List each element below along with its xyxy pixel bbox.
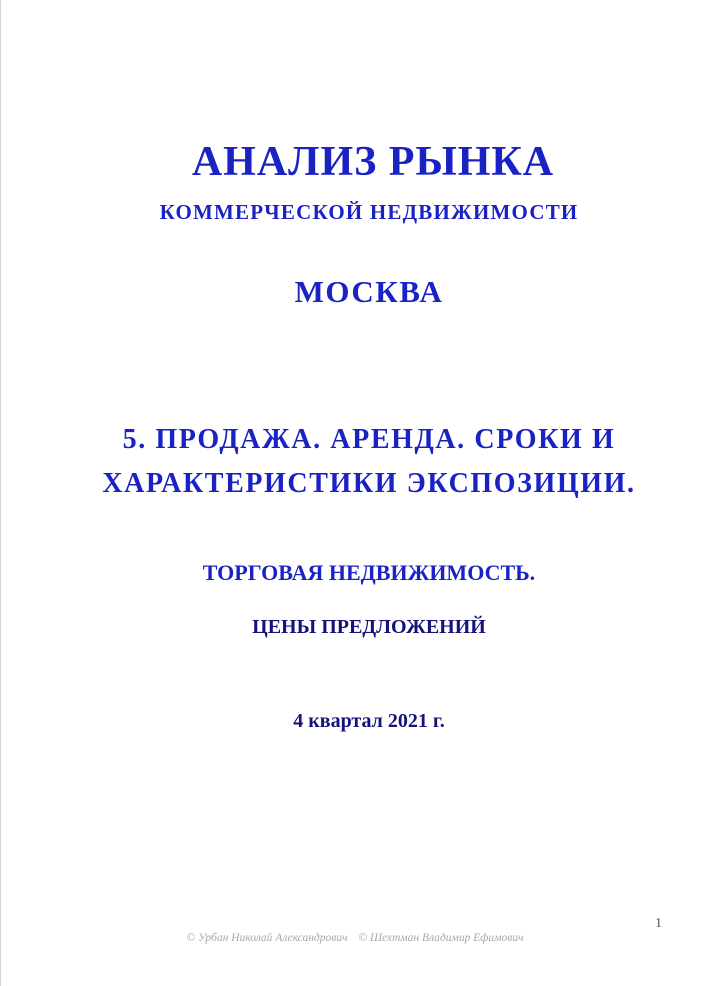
pricing-heading: ЦЕНЫ ПРЕДЛОЖЕНИЙ xyxy=(252,616,486,638)
copyright-author-2: © Шехтман Владимир Ефимович xyxy=(358,932,524,944)
page-number: 1 xyxy=(655,916,662,931)
copyright-footer xyxy=(0,932,710,944)
page-edge xyxy=(0,0,1,986)
report-period: 4 квартал 2021 г. xyxy=(293,710,445,732)
city-heading: МОСКВА xyxy=(294,274,444,309)
segment-heading: ТОРГОВАЯ НЕДВИЖИМОСТЬ. xyxy=(202,560,536,585)
document-title: АНАЛИЗ РЫНКА xyxy=(191,139,555,185)
document-subtitle: КОММЕРЧЕСКОЙ НЕДВИЖИМОСТИ xyxy=(159,200,579,224)
section-title-line-2: ХАРАКТЕРИСТИКИ ЭКСПОЗИЦИИ. xyxy=(102,468,636,499)
copyright-author-1: © Урбан Николай Александрович xyxy=(186,932,348,944)
section-title-line-1: 5. ПРОДАЖА. АРЕНДА. СРОКИ И xyxy=(122,424,616,455)
